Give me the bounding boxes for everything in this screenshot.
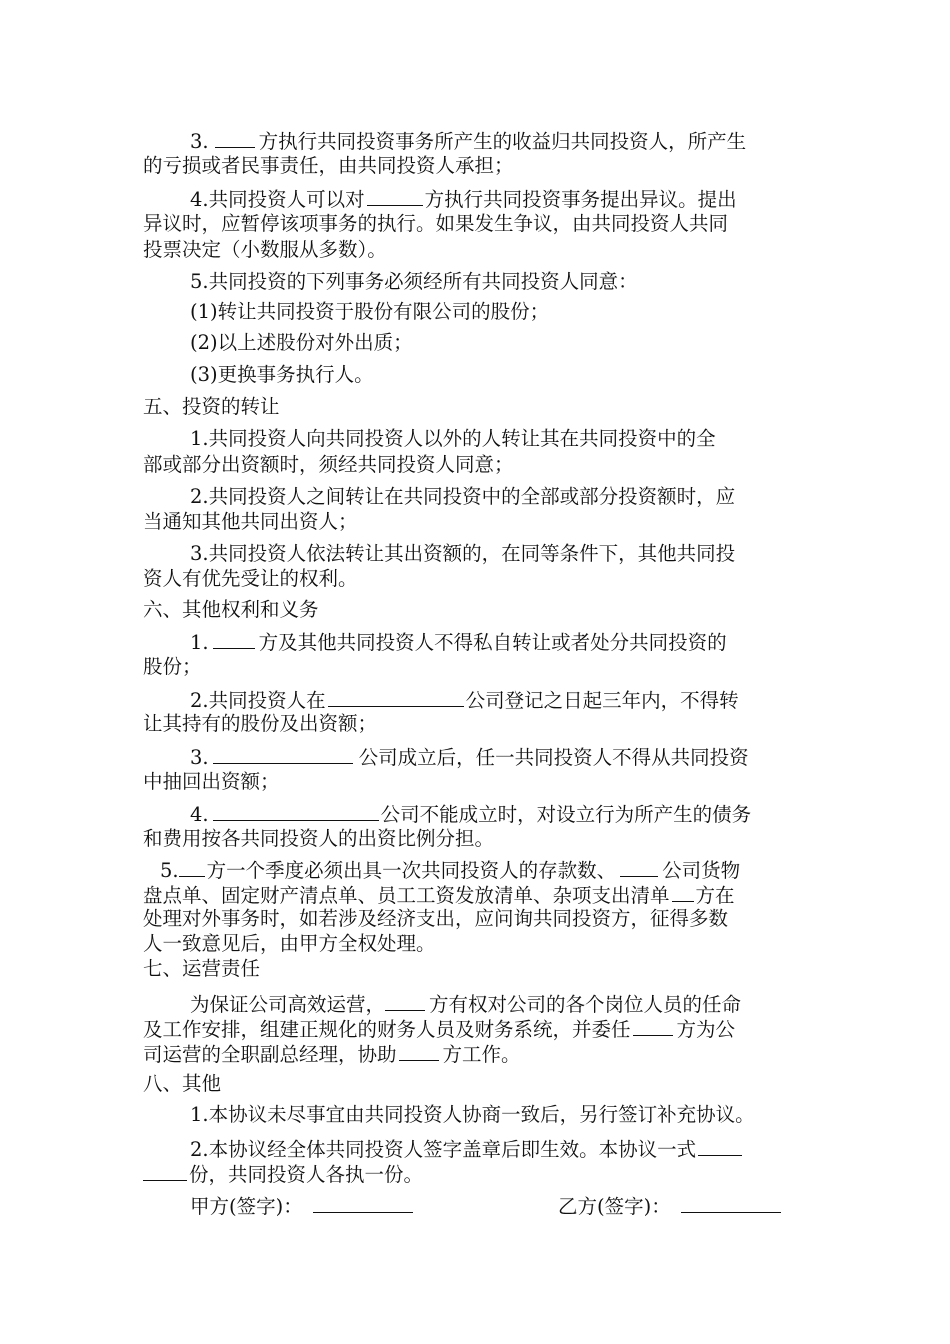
section-5-p3-line-1: 3.共同投资人依法转让其出资额的，在同等条件下，其他共同投	[190, 542, 736, 565]
section-6-p5-line-2: 盘点单、固定财产清点单、员工工资发放清单、杂项支出清单 方在	[143, 881, 735, 907]
blank-field	[367, 185, 423, 206]
clause-5-intro: 5.共同投资的下列事务必须经所有共同投资人同意：	[190, 270, 638, 293]
blank-field	[698, 1135, 742, 1156]
blank-field	[385, 990, 425, 1011]
clause-3-line-1: 3. 方执行共同投资事务所产生的收益归共同投资人，所产生	[190, 127, 746, 153]
section-5-p3-line-2: 资人有优先受让的权利。	[143, 567, 358, 590]
section-6-p3-line-2: 中抽回出资额；	[143, 770, 280, 793]
section-5-p1-line-2: 部或部分出资额时，须经共同投资人同意；	[143, 453, 514, 476]
section-7-line-2: 及工作安排，组建正规化的财务人员及财务系统，并委任 方为公	[143, 1015, 735, 1041]
clause-4-line-1: 4.共同投资人可以对 方执行共同投资事务提出异议。提出	[190, 185, 737, 211]
section-5-p2-line-1: 2.共同投资人之间转让在共同投资中的全部或部分投资额时，应	[190, 485, 736, 508]
section-5-p2-line-2: 当通知其他共同出资人；	[143, 510, 358, 533]
section-8-p1: 1.本协议未尽事宜由共同投资人协商一致后，另行签订补充协议。	[190, 1103, 755, 1126]
section-5-heading: 五、投资的转让	[143, 395, 280, 418]
blank-field	[213, 743, 353, 764]
blank-field	[328, 686, 464, 707]
section-7-line-1: 为保证公司高效运营， 方有权对公司的各个岗位人员的任命	[190, 990, 741, 1016]
blank-field	[179, 856, 205, 877]
section-6-p2-line-1: 2.共同投资人在 公司登记之日起三年内，不得转	[190, 686, 739, 712]
blank-field	[215, 127, 255, 148]
section-8-p2-line-2: 份，共同投资人各执一份。	[143, 1160, 423, 1186]
clause-3-line-2: 的亏损或者民事责任，由共同投资人承担；	[143, 154, 514, 177]
section-6-p1-line-2: 股份；	[143, 655, 202, 678]
signature-line	[681, 1192, 781, 1213]
blank-field	[399, 1040, 439, 1061]
signature-party-a: 甲方(签字)：	[190, 1192, 413, 1218]
section-7-line-3: 司运营的全职副总经理，协助 方工作。	[143, 1040, 521, 1066]
section-7-heading: 七、运营责任	[143, 957, 261, 980]
section-6-p4-line-1: 4. 公司不能成立时，对设立行为所产生的债务	[190, 800, 751, 826]
blank-field	[633, 1015, 673, 1036]
clause-4-line-2: 异议时，应暂停该项事务的执行。如果发生争议，由共同投资人共同	[143, 212, 729, 235]
clause-4-line-3: 投票决定（小数服从多数）。	[143, 238, 387, 261]
section-6-p4-line-2: 和费用按各共同投资人的出资比例分担。	[143, 827, 495, 850]
section-6-heading: 六、其他权利和义务	[143, 598, 319, 621]
clause-5-item: (3)更换事务执行人。	[190, 363, 374, 386]
section-6-p5-line-3: 处理对外事务时，如若涉及经济支出，应问询共同投资方，征得多数	[143, 907, 729, 930]
blank-field	[143, 1160, 187, 1181]
section-6-p5-line-4: 人一致意见后，由甲方全权处理。	[143, 932, 436, 955]
blank-field	[213, 628, 255, 649]
section-8-p2-line-1: 2.本协议经全体共同投资人签字盖章后即生效。本协议一式	[190, 1135, 742, 1161]
blank-field	[620, 856, 658, 877]
clause-5-item: (2)以上述股份对外出质；	[190, 331, 413, 354]
section-8-heading: 八、其他	[143, 1072, 222, 1095]
signature-party-b: 乙方(签字)：	[558, 1192, 781, 1218]
blank-field	[672, 881, 694, 902]
section-6-p3-line-1: 3. 公司成立后，任一共同投资人不得从共同投资	[190, 743, 749, 769]
section-6-p1-line-1: 1. 方及其他共同投资人不得私自转让或者处分共同投资的	[190, 628, 727, 654]
section-5-p1-line-1: 1.共同投资人向共同投资人以外的人转让其在共同投资中的全	[190, 427, 716, 450]
section-6-p2-line-2: 让其持有的股份及出资额；	[143, 712, 378, 735]
section-6-p5-line-1: 5. 方一个季度必须出具一次共同投资人的存款数、 公司货物	[160, 856, 740, 882]
clause-5-item: (1)转让共同投资于股份有限公司的股份；	[190, 300, 550, 323]
blank-field	[213, 800, 379, 821]
signature-line	[313, 1192, 413, 1213]
